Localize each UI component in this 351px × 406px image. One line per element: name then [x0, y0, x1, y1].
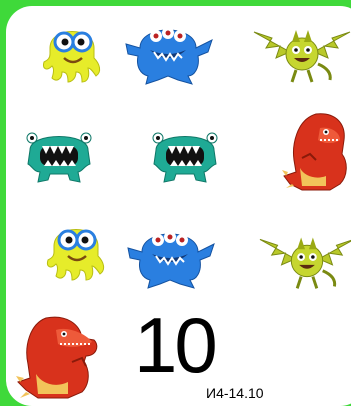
blue-three-eyed-monster-icon[interactable] — [120, 218, 220, 290]
card-code-label: И4-14.10 — [206, 385, 264, 401]
green-bat-dragon-monster-icon[interactable] — [252, 18, 351, 86]
yellow-octopus-monster-icon[interactable] — [44, 214, 108, 284]
game-card — [6, 6, 351, 406]
red-dinosaur-monster-icon[interactable] — [282, 110, 351, 194]
card-number: 10 — [134, 301, 215, 389]
teal-fanged-monster-icon[interactable] — [150, 124, 220, 186]
red-dinosaur-monster-icon[interactable] — [16, 312, 102, 400]
teal-fanged-monster-icon[interactable] — [24, 124, 94, 186]
blue-three-eyed-monster-icon[interactable] — [118, 14, 218, 86]
green-bat-dragon-monster-icon[interactable] — [258, 224, 351, 294]
yellow-octopus-monster-icon[interactable] — [40, 18, 104, 84]
